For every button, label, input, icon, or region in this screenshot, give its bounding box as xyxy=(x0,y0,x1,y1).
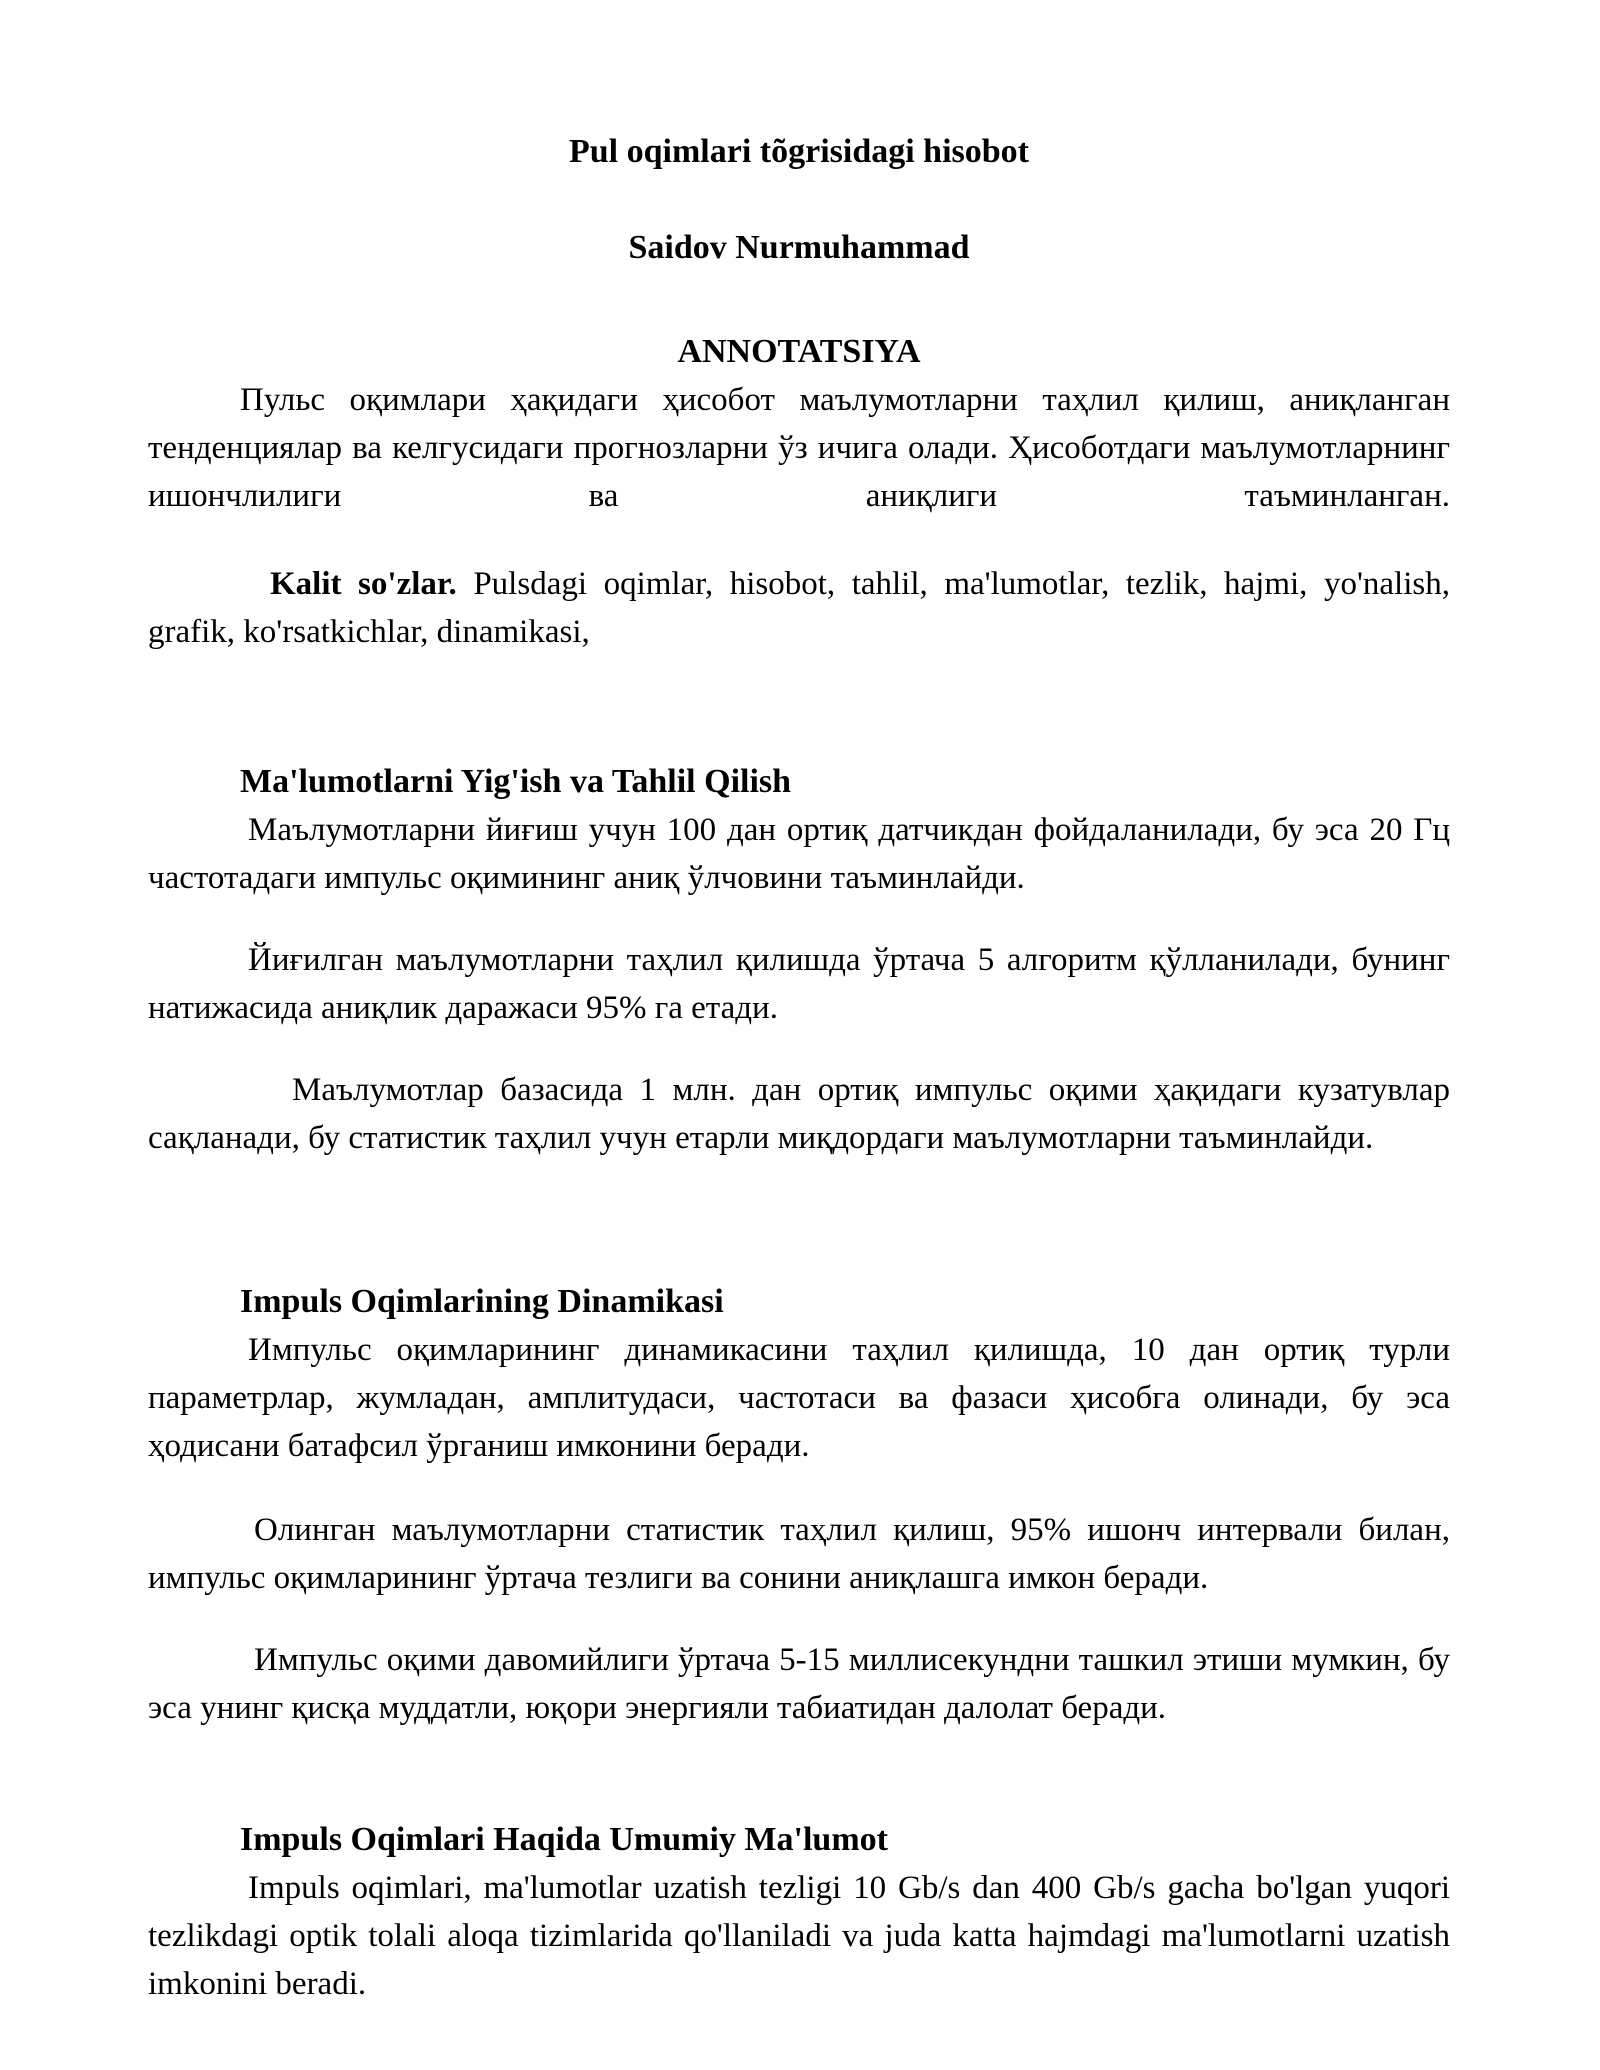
section-heading: Impuls Oqimlari Haqida Umumiy Ma'lumot xyxy=(240,1821,888,1858)
section-heading: Impuls Oqimlarining Dinamikasi xyxy=(240,1283,724,1320)
document-title: Pul oqimlari tõgrisidagi hisobot xyxy=(569,133,1029,170)
keywords-paragraph xyxy=(148,560,1450,656)
keywords-label: Kalit so'zlar. xyxy=(270,566,457,602)
section-paragraph: Импульс оқими давомийлиги ўртача 5-15 миллисекундни ташкил этиши мумкин, бу эса унинг қисқа муддатли, юқори энергияли табиатидан далолат беради. xyxy=(148,1642,1450,1726)
section-paragraph: Олинган маълумотларни статистик таҳлил қилиш, 95% ишонч интервали билан, импульс оқимларининг ўртача тезлиги ва сонини аниқлашга имкон беради. xyxy=(148,1512,1450,1596)
abstract-paragraph: Пульс оқимлари ҳақидаги ҳисобот маълумотларни таҳлил қилиш, аниқланган тенденциялар ва келгусидаги прогнозларни ўз ичига олади. Ҳисоботдаги маълумотларнинг ишончлилиги ва аниқлиги таъминланган. xyxy=(148,382,1450,514)
keywords-text: Pulsdagi oqimlar, hisobot, tahlil, ma'lumotlar, tezlik, hajmi, yo'nalish, grafik, ko'rsatkichlar, dinamikasi, xyxy=(148,566,1450,650)
section-paragraph: Маълумотларни йиғиш учун 100 дан ортиқ датчикдан фойдаланилади, бу эса 20 Гц частотадаги импульс оқимининг аниқ ўлчовини таъминлайди. xyxy=(148,812,1450,896)
section-paragraph: Импульс оқимларининг динамикасини таҳлил қилишда, 10 дан ортиқ турли параметрлар, жумладан, амплитудаси, частотаси ва фазаси ҳисобга олинади, бу эса ҳодисани батафсил ўрганиш имконини беради. xyxy=(148,1332,1450,1464)
section-paragraph: Маълумотлар базасида 1 млн. дан ортиқ импульс оқими ҳақидаги кузатувлар сақланади, бу статистик таҳлил учун етарли миқдордаги маълумотларни таъминлайди. xyxy=(148,1072,1450,1156)
document-author: Saidov Nurmuhammad xyxy=(628,229,970,266)
abstract-heading: ANNOTATSIYA xyxy=(677,333,921,370)
section-paragraph: Йиғилган маълумотларни таҳлил қилишда ўртача 5 алгоритм қўлланилади, бунинг натижасида аниқлик даражаси 95% га етади. xyxy=(148,942,1450,1026)
section-paragraph: Impuls oqimlari, ma'lumotlar uzatish tezligi 10 Gb/s dan 400 Gb/s gacha bo'lgan yuqori tezlikdagi optik tolali aloqa tizimlarida qo'llaniladi va juda katta hajmdagi ma'lumotlarni uzatish imkonini beradi. xyxy=(148,1870,1450,2002)
section-heading: Ma'lumotlarni Yig'ish va Tahlil Qilish xyxy=(240,763,792,800)
